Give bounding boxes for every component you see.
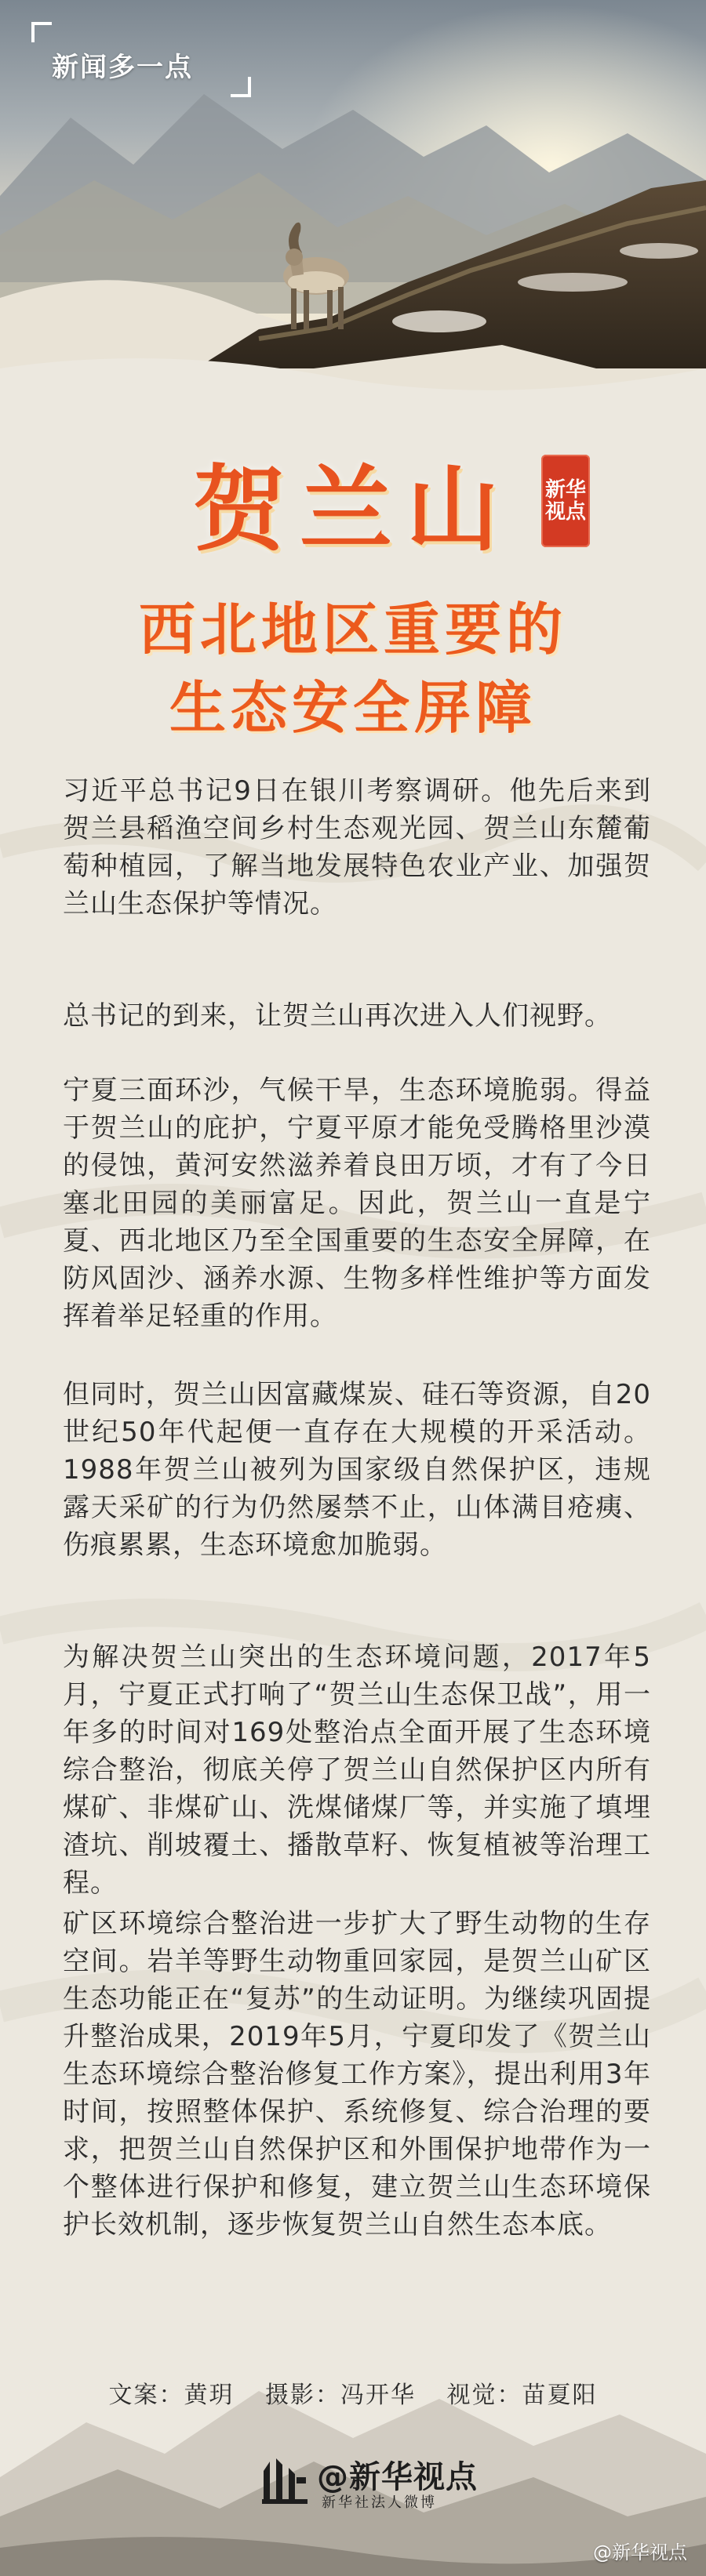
paragraph-3: 宁夏三面环沙，气候干旱，生态环境脆弱。得益于贺兰山的庇护，宁夏平原才能免受腾格里沙漠的侵蚀，黄河安然滋养着良田万顷，才有了今日塞北田园的美丽富足。因此，贺兰山一直是宁夏、西北地区乃至全国重要的生态安全屏障，在防风固沙、涵养水源、生物多样性维护等方面发挥着举足轻重的作用。 bbox=[63, 1075, 651, 1332]
xinhua-seal bbox=[541, 455, 590, 547]
frame-corner-top-left bbox=[31, 22, 52, 42]
credits-line bbox=[0, 2375, 706, 2410]
page-title: 贺兰山 bbox=[192, 455, 513, 564]
paragraph-1: 习近平总书记9日在银川考察调研。他先后来到贺兰县稻渔空间乡村生态观光园、贺兰山东麓葡萄种植园，了解当地发展特色农业产业、加强贺兰山生态保护等情况。 bbox=[63, 775, 651, 920]
seal-line-1: 新华 bbox=[544, 478, 586, 502]
xinhua-logo-icon bbox=[259, 2454, 311, 2505]
credit-copy: 文案：黄玥 bbox=[108, 2382, 235, 2409]
credit-photo: 摄影：冯开华 bbox=[265, 2382, 416, 2409]
seal-line-2: 视点 bbox=[544, 500, 586, 524]
xinhua-account-subtitle: 新华社法人微博 bbox=[322, 2494, 437, 2511]
paragraph-6: 矿区环境综合整治进一步扩大了野生动物的生存空间。岩羊等野生动物重回家园，是贺兰山矿区生态功能正在“复苏”的生动证明。为继续巩固提升整治成果，2019年5月，宁夏印发了《贺兰山生态环境综合整治修复工作方案》，提出利用3年时间，按照整体保护、系统修复、综合治理的要求，把贺兰山自然保护区和外围保护地带作为一个整体进行保护和修复，建立贺兰山生态环境保护长效机制，逐步恢复贺兰山自然生态本底。 bbox=[63, 1908, 651, 2240]
subtitle-line-2: 生态安全屏障 bbox=[169, 675, 537, 741]
frame-corner-bottom-right bbox=[231, 77, 251, 97]
news-tag-frame bbox=[31, 22, 251, 97]
xinhua-account-name: @新华视点 bbox=[317, 2459, 478, 2495]
paragraph-5: 为解决贺兰山突出的生态环境问题，2017年5月，宁夏正式打响了“贺兰山生态保卫战”，用一年多的时间对169处整治点全面开展了生态环境综合整治，彻底关停了贺兰山自然保护区内所有煤矿、非煤矿山、洗煤储煤厂等，并实施了填埋渣坑、削坡覆土、播散草籽、恢复植被等治理工程。 bbox=[63, 1642, 651, 1899]
paragraph-4: 但同时，贺兰山因富藏煤炭、硅石等资源，自20世纪50年代起便一直存在大规模的开采活动。1988年贺兰山被列为国家级自然保护区，违规露天采矿的行为仍然屡禁不止，山体满目疮痍、伤痕累累，生态环境愈加脆弱。 bbox=[63, 1379, 651, 1561]
subtitle-line-1: 西北地区重要的 bbox=[138, 597, 567, 662]
paragraph-2: 总书记的到来，让贺兰山再次进入人们视野。 bbox=[63, 1000, 612, 1032]
weibo-watermark: @新华视点 bbox=[593, 2542, 687, 2563]
credit-visual: 视觉：苗夏阳 bbox=[446, 2382, 598, 2409]
news-tag-label: 新闻多一点 bbox=[52, 52, 193, 83]
hero-image bbox=[0, 0, 706, 463]
